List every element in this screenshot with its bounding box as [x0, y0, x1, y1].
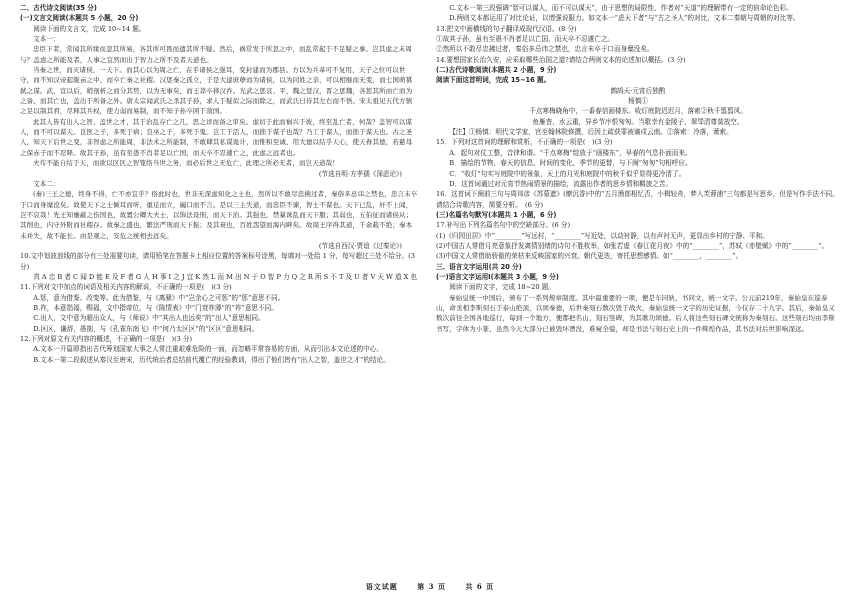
question-12-option-a: A.文本一开篇即指出古代筹划国家大事之人常注重艰难危险的一面，而忽略平常容易的方面，从而引出本文论述的中心。	[33, 345, 383, 354]
question-13-sentence-1: ①故其子孙，虽有至愚不肖者足以亡国，而天卒不忍遽亡之。	[436, 35, 615, 44]
footer-page-number: 第 3 页	[417, 582, 446, 591]
question-13: 13.把文中画横线的句子翻译成现代汉语。(8 分)	[436, 24, 577, 33]
question-11-option-b: B.祚，本意指福，赐福，文中指帝位，与《陈情表》中“门衰祚薄”的“祚”意思不同。	[33, 303, 278, 312]
text1-source: (节选自明·方孝孺《深虑论》)	[318, 169, 402, 178]
instruction: 阅读下面的文言文，完成 10~14 题。	[33, 24, 146, 33]
text1-paragraph: 夫苟不能自结于天，而欲以区区之智笼络当世之务，而必后世之无危亡，此理之所必无者，而岂天道哉！	[33, 159, 339, 168]
question-11: 11.下列对文中加点的词语及相关内容的解说，不正确的一项是( )(3 分)	[20, 283, 232, 292]
poem-author: 杨慎①	[628, 97, 648, 106]
poem-line: 千点寒梅晓角中，一番春信画楼东。收灯庭院迟迟月，落索②秋千翦翦风。	[529, 107, 747, 116]
question-17-item-2: (2)中国古人常借月亮意象抒发离情别绪的诗句不胜枚举，如张若虚《春江花月夜》中的“________”，苏轼《赤壁赋》中的“________”。	[436, 241, 829, 250]
text2-source: (节选自西汉·贾谊《过秦论》)	[318, 241, 402, 250]
question-11-option-c: C.出人，文中意为超出众人，与《师说》中“其出人也远矣”的“出人”意思相同。	[33, 314, 265, 323]
language-passage: 秦始皇统一中国后，颁布了一系列规章制度。其中最重要的一项，便是车同轨，书同文，统一文字。公元前219年，秦始皇东巡泰山，命丞相李斯刻石于泰山绝顶，以颂秦德，后世秦刻石数次毁于战火，秦始皇统一文字的历史证据，今仅存二十九字。其后，秦始皇又数次前往全国各地巡行，每到一个地方，便都把名山，刻石竖碑，为其歌功颂德。后人将这些刻石碑文统称为秦刻石。这些刻石均由李斯书写，字体为小篆，虽然今天大部分已被毁坏湮没，难窥全貌，却是书法与刻石史上的一件辉煌作品，其书法对后世影响深远。	[436, 293, 835, 333]
subsection-instruction: 阅读下面这首明词，完成 15~16 题。	[436, 76, 551, 85]
text1-paragraph: 忠臣下者，常闻其所缘而忽其所易，各其所可畏而遗其所不疑。然后，祸常发于所忽之中，而乱常起于不足疑之事。岂其虑之未周与？盖虑之所能及者，人事之宜然而出于智力之所不及者天道也。	[20, 45, 413, 64]
question-17-item-1: (1)《归园田居》中“________”写远村，“________”写近处，以动衬静，以有声衬无声，更显出乡村的宁静、平和。	[436, 231, 769, 240]
question-10-options: 真 A 忠 B 者 C 闻 D 能 E 及 F 者 G 人 H 事 I 之 J 宜 K 然 L 而 M 出 N 于 O 智 P 力 Q 之 R 所 S 不 T 及 U 者 V 天 W 道 X 也	[33, 272, 417, 281]
question-17-item-3: (3)中国文人常借助骄傲的荣枯来反映国家的兴衰。朝代更迭，寄托思想感情。如“________，________”。	[436, 252, 743, 261]
question-14: 14.要想国家长治久安，应采取哪些治国之道?请结合两则文本的论述加以概括。(3 分)	[436, 55, 686, 64]
text1-label: 文本一：	[33, 35, 60, 44]
question-15-option-d: D．这首词通过对元宵节热闹情景的描绘，流露出作者的思乡情和羁旅之苦。	[449, 179, 673, 188]
right-column	[436, 3, 840, 334]
subsection-title: (三)名篇名句默写(本题共 1 小题，6 分)	[436, 210, 557, 219]
question-15-option-c: C．“收灯”句实写庭院中的景象，天上的月光和庭院中的秋千似乎显得更冷清了。	[449, 169, 686, 178]
subsection-instruction: 阅读下面的文字，完成 18~20 题。	[449, 283, 555, 292]
question-15-option-a: A．起句对仗工整，音律和谐。“千点寒梅”绽放于“画楼东”，早春的气息扑面而来。	[449, 148, 692, 157]
text2-paragraph: (秦)三王之德，终身不得，亡不亦宜乎？俗此时也，世非无深虑知化之士也，然所以不敢尽忠拂过者，秦俗多忌讳之禁也，忠言未卒于口而身糜没矣。故使天下之士倾耳而听，重足而立，阖口而不言。是以三主失道，而忠臣不谏，智士不谋也。天下已乱，奸不上闻，岂不哀哉！先王知壅蔽之伤国也，故置公卿大夫士，以饰法设刑，而天下治。其强也，禁暴诛乱而天下服；其弱也，五伯征而诸侯从；其削也，内守外附而社稷存。故秦之盛也，繁法严刑而天下振；及其衰也，百姓怨望而海内畔矣。故周王序得其道，千余载不绝；秦本末并失，故不能长。由是观之，安危之统相去远矣。	[20, 190, 418, 240]
subsection-title: (一)文言文阅读(本题共 5 小题，20 分)	[20, 14, 139, 23]
footer-total-pages: 共 6 页	[465, 582, 495, 591]
poem-note: 【注】①杨慎：明代文学家，官至翰林院修撰，后因上疏获罪被谪戍云南。②落索：冷落，萧索。	[449, 128, 733, 137]
poem-title: 鹧鸪天·元宵后独酌	[610, 86, 666, 95]
question-15-option-b: B．描绘的节物，春天的信息，时间的变化，季节的更替，与下阕“匆匆”句相呼应。	[449, 159, 692, 168]
left-column	[20, 3, 418, 365]
poem-line: 鱼雁杳，水云重，异乡节序恨匆匆。当歌幸有金陵子，翠斝清尊莫放空。	[532, 117, 744, 126]
subsection-title: (二)古代诗歌阅读(本题共 2 小题，9 分)	[436, 66, 557, 75]
question-13-sentence-2: ②然所以不敢尽忠拂过者，秦俗多忌讳之禁也，忠言未卒于口而身糜没矣。	[436, 45, 654, 54]
footer-subject: 语文试题	[365, 582, 398, 591]
question-15: 15．下列对这首词的理解和赏析，不正确的一项是( )(3 分)	[436, 138, 613, 147]
question-16: 16．这首词下阕前三句与周邦彦《苏幕遮》(燎沉香)中的“五月渔郎相忆否，小楫轻舟，梦入芙蓉浦”三句都是写思乡，但是写作手法不同。请结合诗歌内容，简要分析。 (6 分)	[436, 190, 839, 209]
section-title: 二、古代诗文阅读(35 分)	[20, 4, 97, 12]
question-11-option-d: D.区区，谦辞，愚拙，与《孔雀东南飞》中“何乃太区区”的“区区”意思相同。	[33, 324, 259, 333]
text1-paragraph: 此其人皆有出人之智、盖世之才，其于治乱存亡之几，思之详而备之审矣。虑切于此而祸兴于彼，终至乱亡者，何哉？盖智可以谋人，而不可以谋天。良医之子，多死于病；良巫之子，多死于鬼。岂工于活人，而拙于谋子也哉？乃工于谋人，而拙于谋天也。古之圣人，知天下后世之变，非智虑之所能周，非法术之所能制，不敢肆其私谋诡计，而惟积至诚、用大德以结乎天心，使天眷其德，若慈母之保赤子而不忍释。故其子孙，虽有至愚不肖者足以亡国，而天卒不忍遽亡之，此虑之远者也。	[20, 117, 413, 157]
question-12: 12.下列对原文有关内容的概述，不正确的一项是( )(3 分)	[20, 335, 193, 343]
question-12-option-b: B.文本一第二段叙述从秦汉至唐宋，历代统治者总结前代覆亡的经验教训，得出了他们皆有“出人之智，盖世之才”的结论。	[33, 355, 390, 364]
subsection-title: (一)语言文字运用Ⅰ(本题共 3 小题，9 分)	[436, 272, 559, 281]
question-12-option-d: D.两则文本都运用了对比论证，以增强说服力。如文本一“虑天下者”与“古之圣人”的对比，文本二秦朝与周朝的对比等。	[449, 14, 800, 23]
question-10: 10.文中划波浪线的部分有三处需要句读，请用铅笔在答题卡上相应位置的答案标号涂黑，每填对一处给 1 分，每写超过三处不给分。(3 分)	[20, 252, 415, 271]
question-17: 17.补写出下列名篇名句中的空缺部分。(6 分)	[436, 221, 571, 230]
text2-label: 文本二：	[33, 179, 60, 188]
page-footer	[0, 582, 860, 592]
question-12-option-c: C.文本一第三段强调“智可以谋人，而不可以谋天”，由于思想的局限性，作者对“天道”的理解带有一定的宿命论色彩。	[449, 4, 793, 12]
section-title: 三、语言文字运用(共 20 分)	[436, 262, 522, 271]
question-11-option-a: A.惩，意为借鉴、改变等。此为借鉴，与《离骚》中“岂余心之可惩”的“惩”意思不同。	[33, 293, 285, 302]
text1-paragraph: 当秦之世，而灭诸侯，一天下。而其心以为周之亡，在乎诸侯之强耳，变封建而为郡县。方以为兵革可不复用，天子之位可以世守，而不知汉帝起陇亩之中，而卒亡秦之社稷。汉惩秦之孤立，于是大建庶孽而为诸侯，以为同姓之亲，可以相继而无变，而七国萌篡弑之谋。武、宣以后，稍剖析之而分其势，以为无事矣，而王莽卒移汉祚。光武之惩哀、平，魏之惩汉，晋之惩魏，各惩其所由亡而为之备。而其亡也，盖出于所备之外。唐太宗闻武氏之杀其子孙，求人于疑似之际而除之，而武氏日侍其左右而不悟。宋太祖见五代方镇之足以制其君，尽释其兵权，使力弱而易制，而不知子孙卒困于敌国。	[20, 66, 413, 116]
